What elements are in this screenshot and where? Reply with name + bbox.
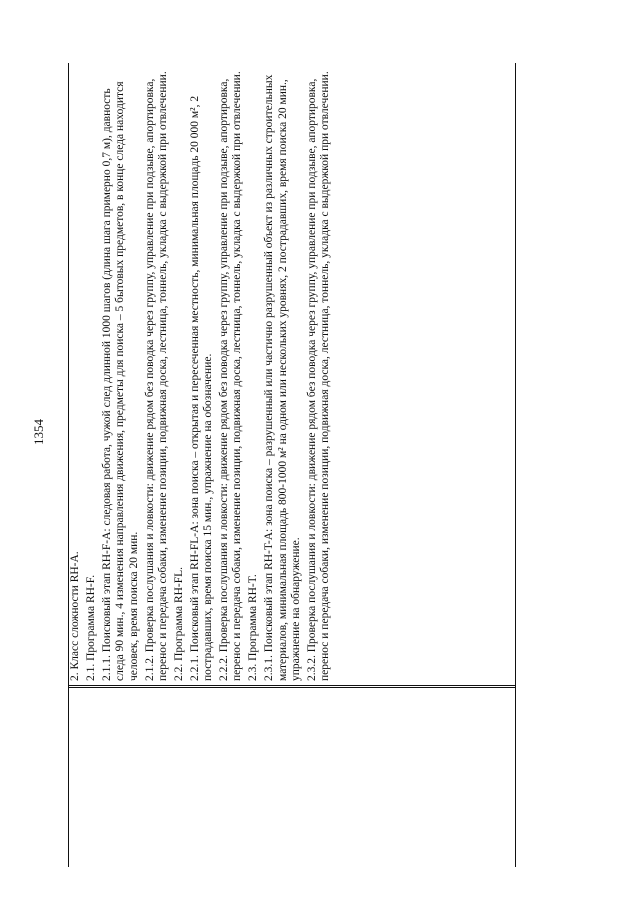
item-rh-f-obedience-check: 2.1.2. Проверка послушания и ловкости: движение рядом без поводка через группу, управление при подзыве, апортировка, перенос и передача собаки, изменение позиции, подвижная доска, лестница, тоннель, укладка с выдержкой при отвлечении. (143, 71, 169, 681)
content-column (69, 66, 515, 686)
item-rh-t-obedience-check: 2.3.2. Проверка послушания и ловкости: движение рядом без поводка через группу, управление при подзыве, апортировка, перенос и передача собаки, изменение позиции, подвижная доска, лестница, тоннель, укладка с выдержкой при отвлечении. (306, 71, 332, 681)
page-number: 1354 (31, 419, 46, 445)
item-rh-t-a-search-stage: 2.3.1. Поисковый этап RH-T-A: зона поиска – разрушенный или частично разрушенный объект из различных строительных материалов, минимальная площадь 800-1000 м² на одном или нескольких уровнях, 2 пострадавших, время поиска 20 мин., упражнение на обнаружение. (263, 74, 303, 681)
document-table (68, 63, 516, 867)
item-program-rh-f: 2.1. Программа RH-F. (84, 574, 97, 681)
item-rh-fl-obedience-check: 2.2.2. Проверка послушания и ловкости: движение рядом без поводка через группу, управление при подзыве, апортировка, перенос и передача собаки, изменение позиции, подвижная доска, лестница, тоннель, укладка с выдержкой при отвлечении. (218, 71, 244, 681)
item-program-rh-fl: 2.2. Программа RH-FL. (172, 566, 185, 681)
item-rh-f-a-search-stage: 2.1.1. Поисковый этап RH-F-A: следовая работа, чужой след длинной 1000 шагов (длина шага примерно 0,7 м), давность следа 90 мин., 4 изменения направления движения, предметы для поиска – 5 бытовых предметов, в конце следа находится человек, время поиска 20 мин. (100, 81, 140, 681)
item-program-rh-t: 2.3. Программа RH-T. (247, 574, 260, 681)
item-rh-fl-a-search-stage: 2.2.1. Поисковый этап RH-FL-A: зона поиска – открытая и пересеченная местность, минимальная площадь 20 000 м², 2 пострадавших, время поиска 15 мин., упражнение на обозначение. (188, 95, 215, 681)
empty-left-column (69, 687, 515, 867)
item-class-rh-a: 2. Класс сложности RH-A. (69, 551, 81, 681)
